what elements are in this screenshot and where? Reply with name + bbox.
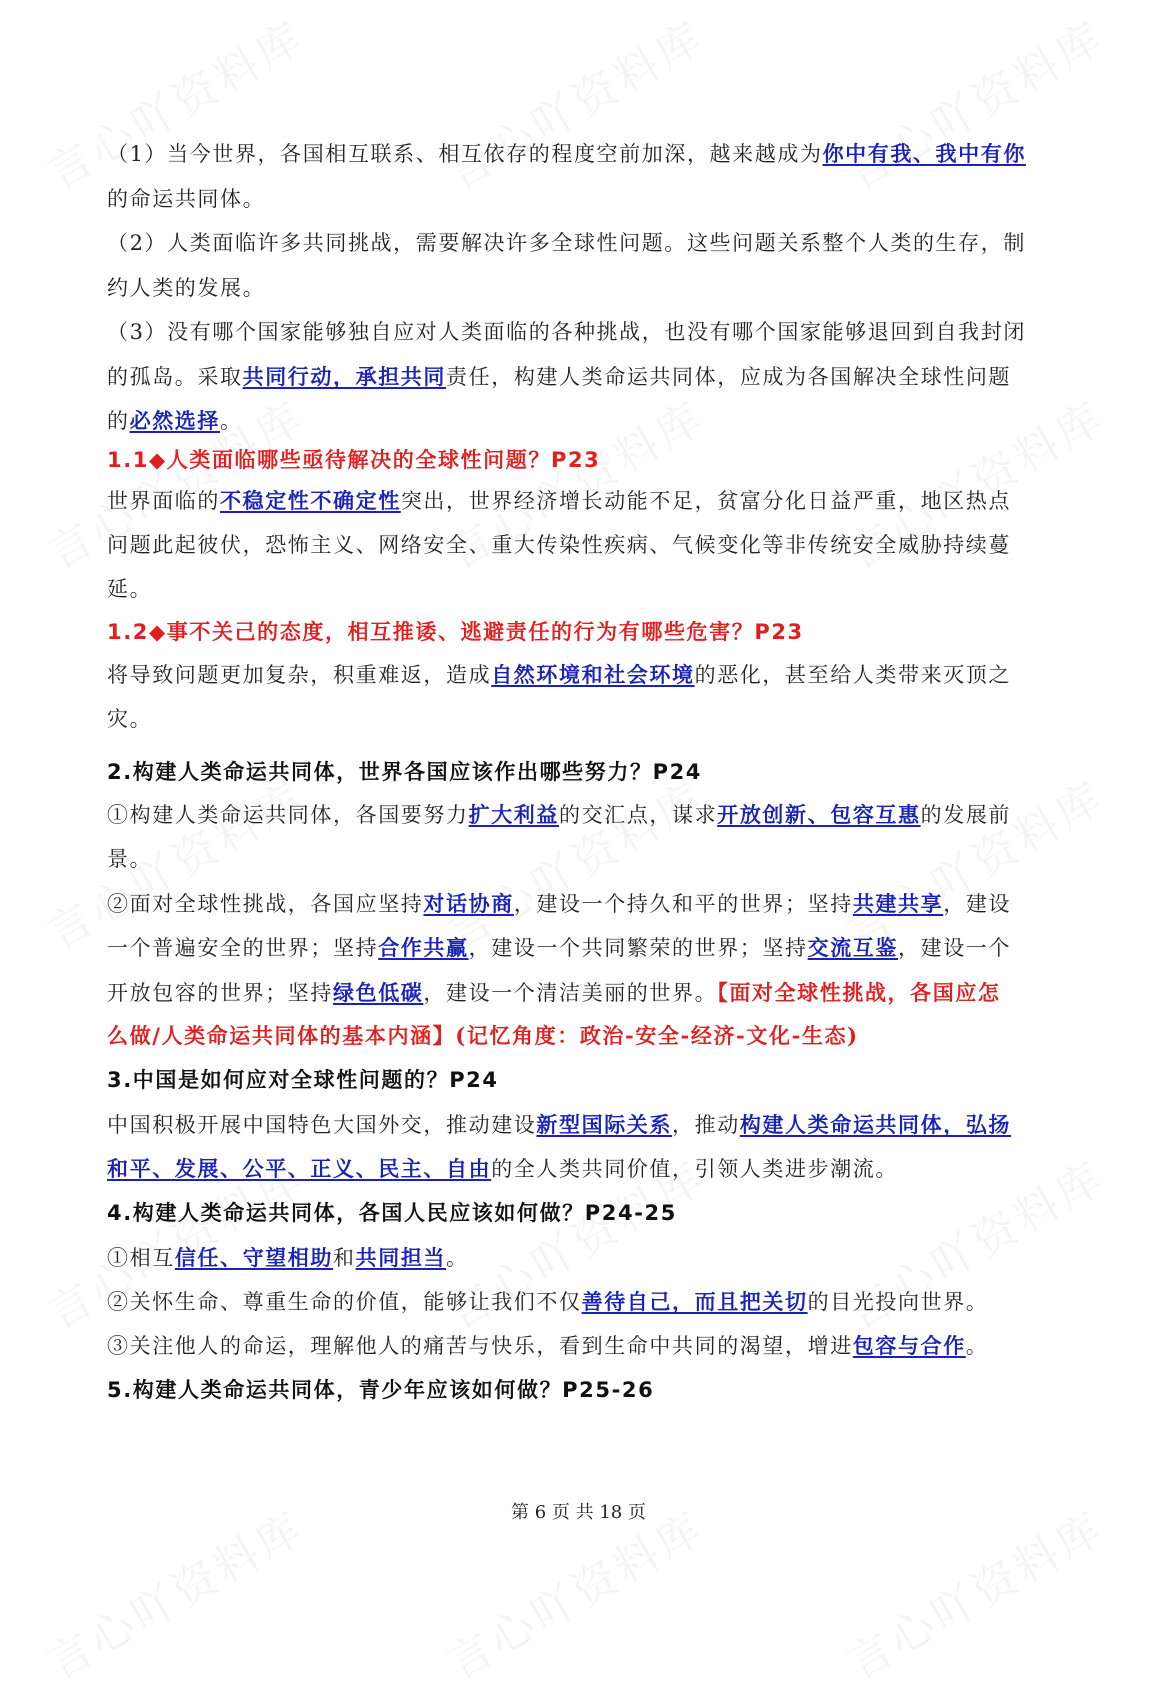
text-run: 和: [333, 1246, 356, 1270]
key-term: 开放创新、包容互惠: [717, 802, 921, 827]
key-term: 和平、发展、公平、正义、民主、自由: [107, 1156, 492, 1181]
paragraph-line: [107, 312, 1057, 352]
paragraph-line: [107, 1326, 1057, 1366]
paragraph-line: [107, 134, 1057, 174]
key-term: 你中有我、我中有你: [822, 141, 1026, 166]
key-term: 交流互鉴: [807, 935, 899, 960]
red-note: 么做/人类命运共同体的基本内涵】: [107, 1023, 456, 1048]
text-run: ，建设一个: [898, 936, 1012, 960]
key-term: 自然环境和社会环境: [491, 662, 695, 687]
key-term: 扩大利益: [468, 802, 560, 827]
key-term: 绿色低碳: [333, 980, 424, 1005]
text-run: （2）人类面临许多共同挑战，需要解决许多全球性问题。这些问题关系整个人类的生存，制: [107, 231, 1026, 255]
text-run: ，建设一个持久和平的世界；坚持: [513, 892, 853, 916]
text-run: 责任，构建人类命运共同体，应成为各国解决全球性问题: [446, 365, 1012, 389]
text-run: ，建设一个清洁美丽的世界。: [423, 981, 718, 1005]
paragraph-line: [107, 357, 1057, 397]
question-heading: 4.构建人类命运共同体，各国人民应该如何做？P24-25: [107, 1201, 677, 1225]
paragraph-line: [107, 1238, 1057, 1278]
text-run: 世界面临的: [107, 489, 220, 513]
key-term: 不稳定性不确定性: [220, 488, 401, 513]
paragraph-line: [107, 525, 1057, 565]
key-term: 共同担当: [355, 1245, 447, 1270]
paragraph-line: [107, 1016, 1057, 1056]
text-run: 的发展前: [920, 803, 1012, 827]
paragraph-line: [107, 795, 1057, 835]
text-run: ，建设: [943, 892, 1012, 916]
text-run: 一个普遍安全的世界；坚持: [107, 936, 379, 960]
paragraph-line: [107, 1282, 1057, 1322]
key-term: 新型国际关系: [536, 1112, 673, 1137]
paragraph-line: [107, 481, 1057, 521]
text-run: 灾。: [107, 707, 153, 731]
text-run: ，推动: [672, 1113, 740, 1137]
key-term: 共建共享: [852, 891, 944, 916]
key-term: 必然选择: [129, 408, 221, 433]
text-run: 开放包容的世界；坚持: [107, 981, 333, 1005]
key-term: 合作共赢: [378, 935, 469, 960]
text-run: 中国积极开展中国特色大国外交，推动建设: [107, 1113, 537, 1137]
text-run: 的: [107, 409, 130, 433]
text-run: 突出，世界经济增长动能不足，贫富分化日益严重，地区热点: [400, 489, 1012, 513]
paragraph-line: [107, 1149, 1057, 1189]
question-heading: 1.1◆人类面临哪些亟待解决的全球性问题？P23: [107, 448, 601, 472]
text-run: 延。: [107, 577, 153, 601]
text-run: 的全人类共同价值，引领人类进步潮流。: [491, 1157, 899, 1181]
text-run: 。: [965, 1334, 989, 1358]
text-run: 。: [446, 1246, 469, 1270]
red-note: 【面对全球性挑战，各国应怎: [717, 980, 1001, 1005]
key-term: 包容与合作: [852, 1333, 966, 1358]
text-run: ，建设一个共同繁荣的世界；坚持: [468, 936, 808, 960]
question-heading: 1.2◆事不关己的态度，相互推诿、逃避责任的行为有哪些危害？P23: [107, 620, 804, 644]
text-run: （1）当今世界，各国相互联系、相互依存的程度空前加深，越来越成为: [107, 142, 823, 166]
key-term: 对话协商: [423, 891, 514, 916]
text-run: 的恶化，甚至给人类带来灭顶之: [694, 663, 1012, 687]
question-heading: 3.中国是如何应对全球性问题的？P24: [107, 1068, 499, 1092]
key-term: 构建人类命运共同体，弘扬: [739, 1112, 1012, 1137]
paragraph-line: [107, 179, 1057, 219]
paragraph-line: [107, 569, 1057, 609]
paragraph-line: [107, 223, 1057, 263]
text-run: ③关注他人的命运，理解他人的痛苦与快乐，看到生命中共同的渴望，增进: [107, 1334, 853, 1358]
memory-note: (记忆角度：政治-安全-经济-文化-生态): [455, 1023, 859, 1048]
text-run: 约人类的发展。: [107, 276, 266, 300]
key-term: 善待自己，而且把关切: [581, 1289, 808, 1314]
text-run: 的命运共同体。: [107, 187, 266, 211]
page-footer: 第 6 页 共 18 页: [511, 1502, 646, 1523]
text-run: 景。: [107, 847, 153, 871]
text-run: 。: [220, 409, 243, 433]
paragraph-line: [107, 655, 1057, 695]
question-heading: 5.构建人类命运共同体，青少年应该如何做？P25-26: [107, 1378, 655, 1402]
key-term: 共同行动，承担共同: [242, 364, 447, 389]
text-run: （3）没有哪个国家能够独自应对人类面临的各种挑战，也没有哪个国家能够退回到自我封闭: [107, 320, 1026, 344]
text-run: 问题此起彼伏，恐怖主义、网络安全、重大传染性疾病、气候变化等非传统安全威胁持续蔓: [107, 533, 1011, 557]
text-run: ②面对全球性挑战，各国应坚持: [107, 892, 424, 916]
text-run: ②关怀生命、尊重生命的价值，能够让我们不仅: [107, 1290, 582, 1314]
text-run: 的交汇点，谋求: [559, 803, 718, 827]
paragraph-line: [107, 928, 1057, 968]
text-run: 的孤岛。采取: [107, 365, 243, 389]
key-term: 信任、守望相助: [174, 1245, 334, 1270]
paragraph-line: [107, 1105, 1057, 1145]
paragraph-line: [107, 884, 1057, 924]
text-run: ①构建人类命运共同体，各国要努力: [107, 803, 469, 827]
text-run: 将导致问题更加复杂，积重难返，造成: [107, 663, 492, 687]
text-run: ①相互: [107, 1246, 175, 1270]
paragraph-line: [107, 699, 1057, 739]
text-run: 的目光投向世界。: [807, 1290, 989, 1314]
paragraph-line: [107, 268, 1057, 308]
paragraph-line: [107, 839, 1057, 879]
question-heading: 2.构建人类命运共同体，世界各国应该作出哪些努力？P24: [107, 760, 703, 784]
paragraph-line: [107, 973, 1057, 1013]
paragraph-line: [107, 401, 1057, 441]
